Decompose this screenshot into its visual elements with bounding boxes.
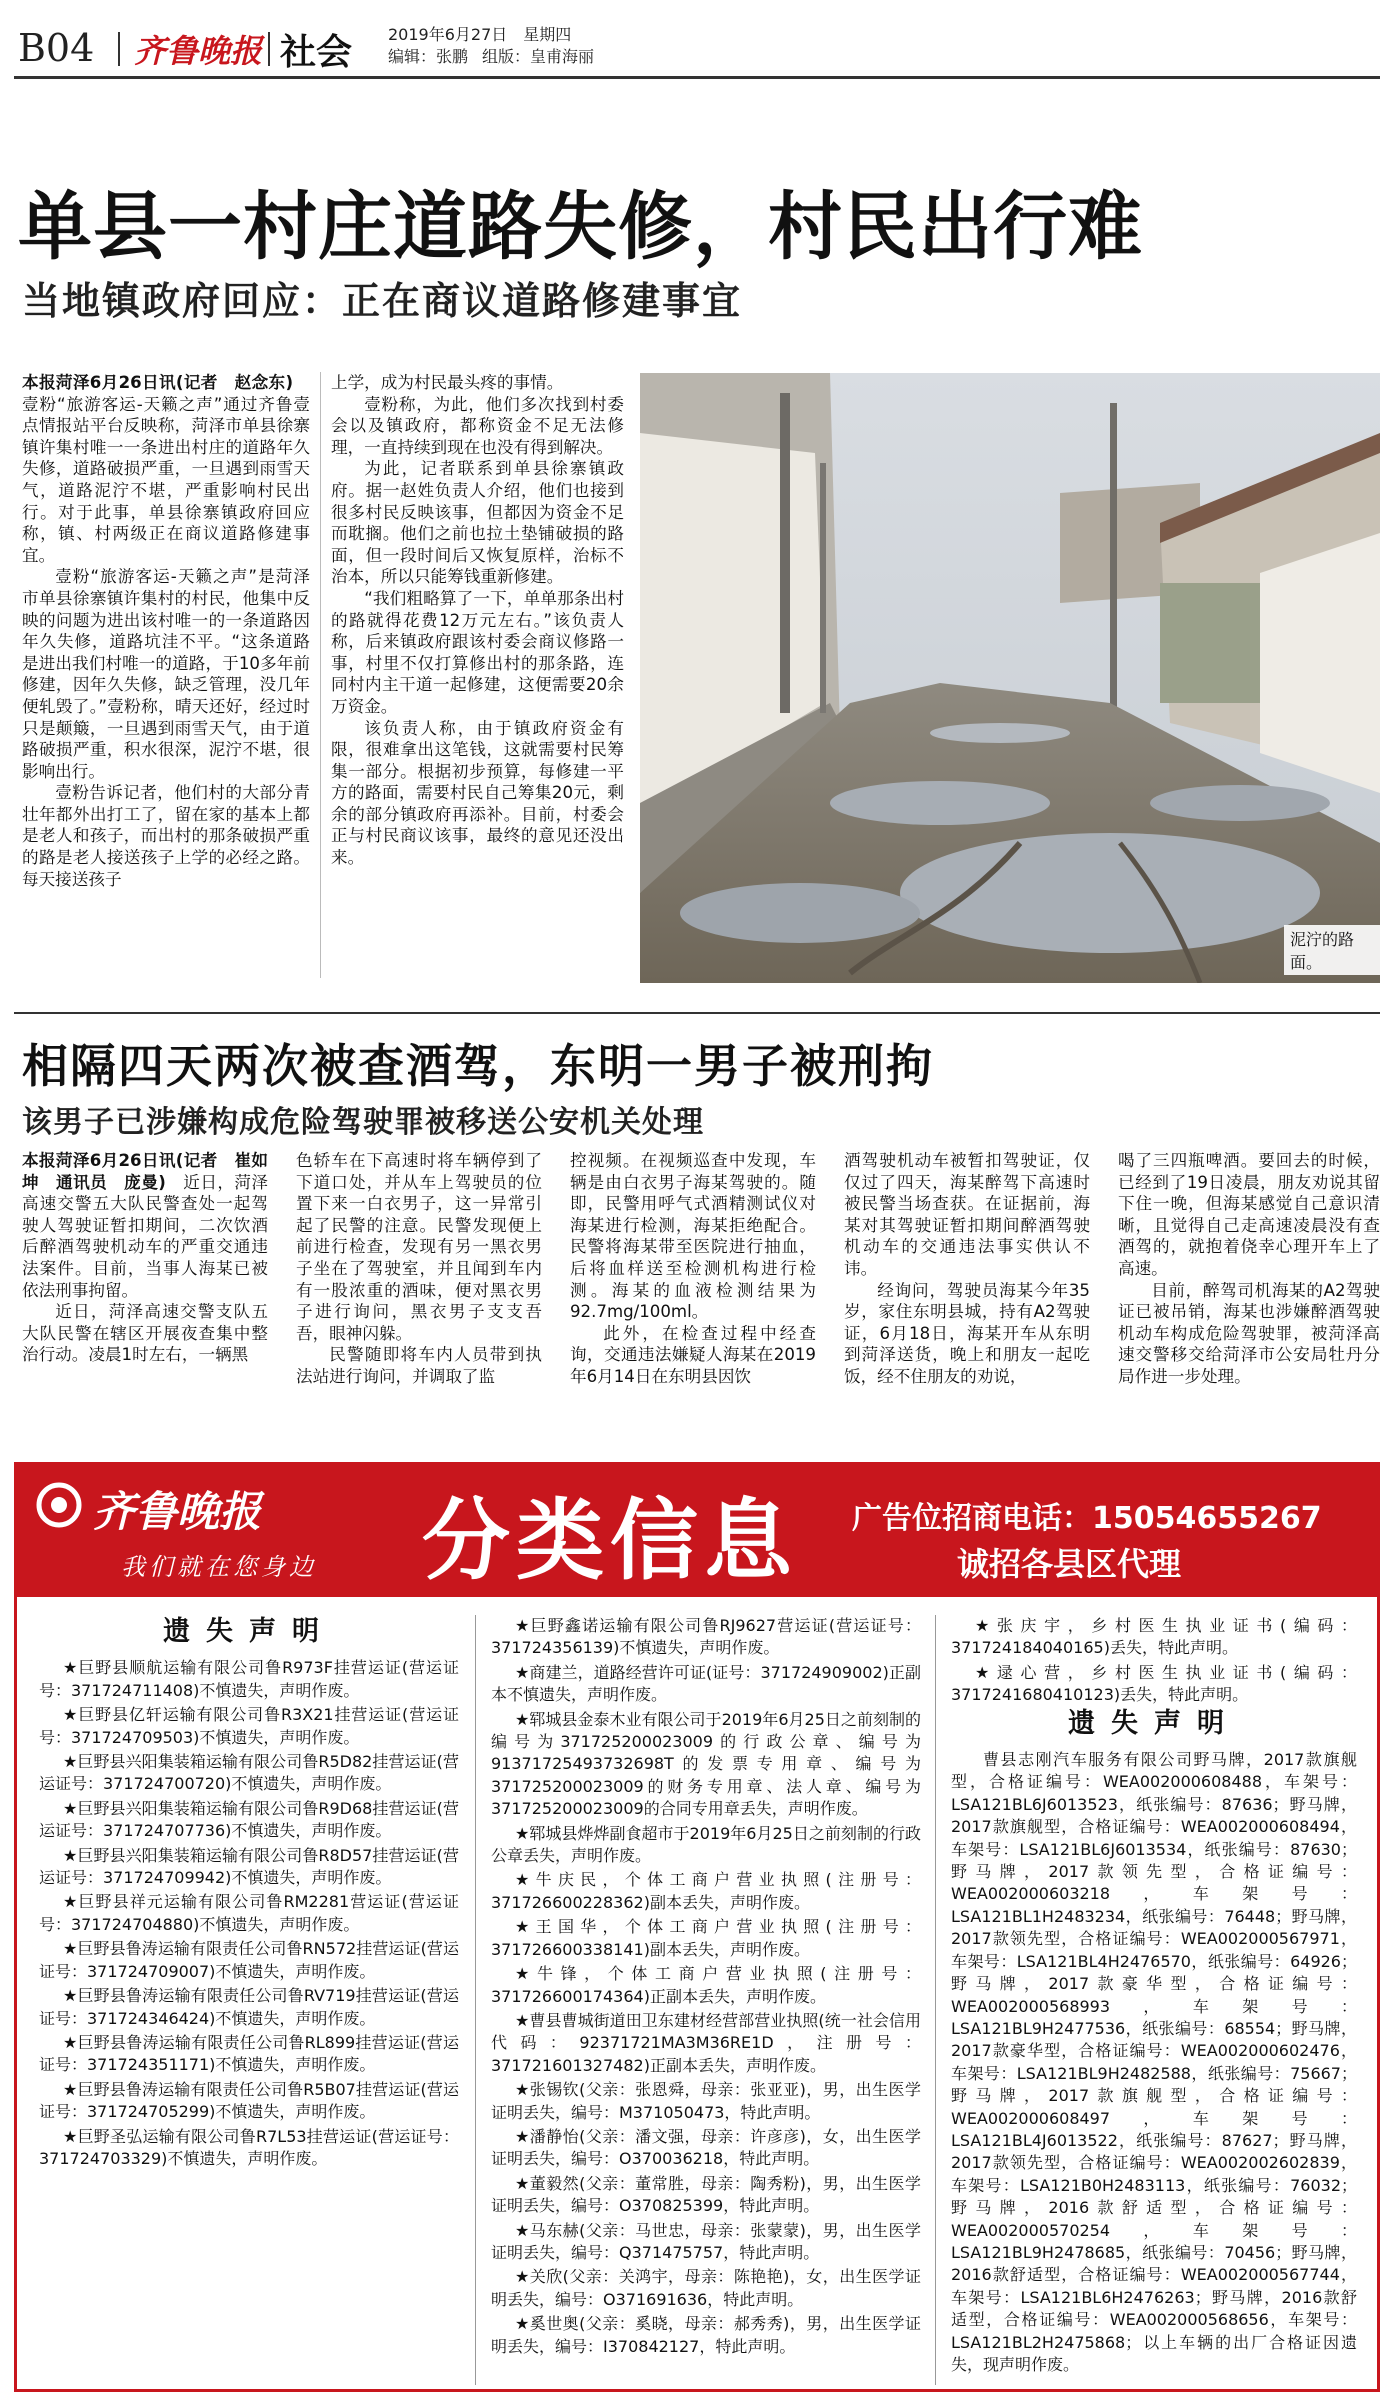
notice-item: ★巨野县顺航运输有限公司鲁R973F挂营运证(营运证号：371724711408)不慎遗失，声明作废。 bbox=[39, 1658, 459, 1700]
story1-paragraph: 为此，记者联系到单县徐寨镇政府。据一赵姓负责人介绍，他们也接到很多村民反映该事，但都因为资金不足而耽搁。他们之前也拉土垫铺破损的路面，但一段时间后又恢复原样，治标不治本，所以只能筹钱重新修建。 bbox=[331, 459, 624, 587]
notice-item: ★董毅然(父亲：董常胜，母亲：陶秀粉)，男，出生医学证明丢失，编号：O370825399，特此声明。 bbox=[491, 2173, 921, 2216]
story2-subheadline: 该男子已涉嫌构成危险驾驶罪被移送公安机关处理 bbox=[22, 1105, 704, 1140]
vehicle-notice: 曹县志刚汽车服务有限公司野马牌，2017款旗舰型，合格证编号：WEA002000608488，车架号：LSA121BL6J6013523，纸张编号：87636；野马牌，2017款旗舰型，合格证编号：WEA002000608494，车架号：LSA121BL6J6013534，纸张编号：87630；野马牌，2017款领先型，合格证编号：WEA002000603218，车架号：LSA121BL1H2483234，纸张编号：76448；野马牌，2017款领先型，合格证编号：WEA002000567971，车架号：LSA121BL4H2476570，纸张编号：64926；野马牌，2017款豪华型，合格证编号：WEA002000568993，车架号：LSA121BL9H2477536，纸张编号：68554；野马牌，2017款豪华型，合格证编号：WEA002000602476，车架号：LSA121BL9H2482588，纸张编号：75667；野马牌，2017款旗舰型，合格证编号：WEA002000608497，车架号：LSA121BL4J6013522，纸张编号：87627；野马牌，2017款领先型，合格证编号：WEA002002602839，车架号：LSA121B0H2483113，纸张编号：76032；野马牌，2016款舒适型，合格证编号：WEA002000570254，车架号：LSA121BL9H2478685，纸张编号：70456；野马牌，2016款舒适型，合格证编号：WEA002000567744，车架号：LSA121BL6H2476263；野马牌，2016款舒适型，合格证编号：WEA002000568656，车架号：LSA121BL2H2475868；以上车辆的出厂合格证因遗失，现声明作废。 bbox=[951, 1750, 1357, 2374]
notice-item: ★巨野县兴阳集装箱运输有限公司鲁R5D82挂营运证(营运证号：371724700720)不慎遗失，声明作废。 bbox=[39, 1752, 459, 1794]
notice-item: ★巨野县鲁涛运输有限责任公司鲁RL899挂营运证(营运证号：371724351171)不慎遗失，声明作废。 bbox=[39, 2032, 459, 2075]
classified-column-2 bbox=[491, 1615, 921, 2385]
ad-phone: 广告位招商电话：15054655267 bbox=[852, 1501, 1322, 1536]
story-divider bbox=[14, 1012, 1380, 1014]
page-number: B04 bbox=[18, 26, 95, 70]
classified-ads bbox=[14, 1462, 1380, 2392]
classified-slogan: 我们就在您身边 bbox=[121, 1553, 317, 1581]
masthead-info bbox=[388, 24, 608, 68]
notice-item: ★潘静怡(父亲：潘文强，母亲：许彦彦)，女，出生医学证明丢失，编号：O370036218，特此声明。 bbox=[491, 2126, 921, 2169]
paper-logo-icon bbox=[35, 1481, 83, 1529]
notice-item: ★奚世奥(父亲：奚晓，母亲：郝秀秀)，男，出生医学证明丢失，编号：I370842127，特此声明。 bbox=[491, 2314, 921, 2356]
story2-column-2 bbox=[296, 1150, 542, 1450]
story2-paragraph: 喝了三四瓶啤酒。要回去的时候，已经到了19日凌晨，朋友劝说其留下住一晚，但海某感觉自己意识清晰，且觉得自己走高速凌晨没有查酒驾的，就抱着侥幸心理开车上了高速。 bbox=[1118, 1151, 1380, 1278]
notice-item: ★巨野圣弘运输有限公司鲁R7L53挂营运证(营运证号：371724703329)不慎遗失，声明作废。 bbox=[39, 2126, 459, 2168]
story2-paragraph: 经询问，驾驶员海某今年35岁，家住东明县城，持有A2驾驶证，6月18日，海某开车从东明到菏泽送货，晚上和朋友一起吃饭，经不住朋友的劝说， bbox=[844, 1280, 1090, 1386]
notice-item: ★巨野鑫诺运输有限公司鲁RJ9627营运证(营运证号：371724356139)不慎遗失，声明作废。 bbox=[491, 1616, 921, 1658]
story2-headline: 相隔四天两次被查酒驾，东明一男子被刑拘 bbox=[22, 1039, 934, 1093]
issue-date: 2019年6月27日 星期四 bbox=[388, 25, 572, 44]
masthead-divider bbox=[118, 32, 120, 66]
story2-paragraph: 控视频。在视频巡查中发现，车辆是由白衣男子海某驾驶的。随即，民警用呼气式酒精测试仪对海某进行检测，海某拒绝配合。民警将海某带至医院进行抽血，后将血样送至检测机构进行检测。海某的血液检测结果为92.7mg/100ml。 bbox=[570, 1151, 816, 1322]
column-divider bbox=[475, 1615, 476, 2385]
story1-paragraph: 壹粉称，为此，他们多次找到村委会以及镇政府，都称资金不足无法修理，一直持续到现在也没有得到解决。 bbox=[331, 394, 624, 457]
notice-item: ★张庆宇，乡村医生执业证书(编码：371724184040165)丢失，特此声明。 bbox=[951, 1616, 1357, 1658]
story1-subheadline: 当地镇政府回应：正在商议道路修建事宜 bbox=[22, 279, 743, 323]
story2-paragraph: 民警随即将车内人员带到执法站进行询问，并调取了监 bbox=[296, 1345, 542, 1386]
story2-paragraph: 本报菏泽6月26日讯(记者 崔如坤 通讯员 庞曼) 近日，菏泽高速交警五大队民警查处一起驾驶人驾驶证暂扣期间，二次饮酒后醉酒驾驶机动车的严重交通违法案件。目前，当事人海某已被依法刑事拘留。 bbox=[22, 1151, 268, 1300]
notice-item: ★巨野县兴阳集装箱运输有限公司鲁R8D57挂营运证(营运证号：371724709942)不慎遗失，声明作废。 bbox=[39, 1845, 459, 1888]
notice-item: ★曹县曹城街道田卫东建材经营部营业执照(统一社会信用代码：92371721MA3M36RE1D，注册号：371721601327482)正副本丢失，声明作废。 bbox=[491, 2010, 921, 2075]
muddy-road-photo bbox=[640, 373, 1380, 983]
notice-item: ★逯心营，乡村医生执业证书(编码：371724168041012​3)丢失，特此声明。 bbox=[951, 1662, 1357, 1705]
ad-recruit: 诚招各县区代理 bbox=[957, 1545, 1182, 1583]
classified-header bbox=[17, 1465, 1377, 1597]
notice-item: ★巨野县鲁涛运输有限责任公司鲁RN572挂营运证(营运证号：371724709007)不慎遗失，声明作废。 bbox=[39, 1939, 459, 1981]
story2-paragraph: 酒驾驶机动车被暂扣驾驶证，仅仅过了四天，海某醉驾下高速时被民警当场查获。在证据前，海某对其驾驶证暂扣期间醉酒驾驶机动车的交通违法事实供认不讳。 bbox=[844, 1151, 1090, 1278]
notice-item: ★巨野县鲁涛运输有限责任公司鲁RV719挂营运证(营运证号：371724346424)不慎遗失，声明作废。 bbox=[39, 1986, 459, 2028]
classified-logo: 齐鲁晚报 bbox=[93, 1487, 262, 1536]
paper-name: 齐鲁晚报 bbox=[134, 32, 263, 70]
story1-paragraph: 该负责人称，由于镇政府资金有限，很难拿出这笔钱，这就需要村民筹集一部分。根据初步预算，每修建一平方的路面，需要村民自己筹集20元，剩余的部分镇政府再添补。目前，村委会正与村民商议该事，最终的意见还没出来。 bbox=[331, 718, 624, 868]
notice-item: ★王国华，个体工商户营业执照(注册号：371726600338141)副本丢失，声明作废。 bbox=[491, 1917, 921, 1959]
notice-item: ★牛庆民，个体工商户营业执照(注册号：371726600228362)副本丢失，声明作废。 bbox=[491, 1870, 921, 1912]
photo-caption: 泥泞的路面。 bbox=[1284, 925, 1380, 975]
story1-headline: 单县一村庄道路失修，村民出行难 bbox=[18, 184, 1143, 270]
notice-item: ★牛锋，个体工商户营业执照(注册号：371726600174364)正副本丢失，声明作废。 bbox=[491, 1964, 921, 2006]
story2-column-5 bbox=[1118, 1150, 1380, 1450]
notice-item: ★关欣(父亲：关鸿宇，母亲：陈艳艳)，女，出生医学证明丢失，编号：O371691636，特此声明。 bbox=[491, 2267, 921, 2309]
masthead-divider bbox=[268, 32, 270, 66]
notice-item: ★马东赫(父亲：马世忠，母亲：张蒙蒙)，男，出生医学证明丢失，编号：Q371475757，特此声明。 bbox=[491, 2220, 921, 2262]
notice-item: ★巨野县亿轩运输有限公司鲁R3X21挂营运证(营运证号：371724709503)不慎遗失，声明作废。 bbox=[39, 1705, 459, 1747]
editor-credit: 编辑：张鹏 bbox=[388, 47, 469, 66]
story2-paragraph: 目前，醉驾司机海某的A2驾驶证已被吊销，海某也涉嫌醉酒驾驶机动车构成危险驾驶罪，被菏泽高速交警移交给菏泽市公安局牡丹分局作进一步处理。 bbox=[1118, 1280, 1380, 1386]
notice-item: ★巨野县鲁涛运输有限责任公司鲁R5B07挂营运证(营运证号：371724705299)不慎遗失，声明作废。 bbox=[39, 2079, 459, 2122]
story1-column-1 bbox=[22, 372, 310, 980]
notice-item: ★商建兰，道路经营许可证(证号：371724909002)正副本不慎遗失，声明作废。 bbox=[491, 1662, 921, 1705]
classified-column-1 bbox=[39, 1615, 459, 2385]
story1-paragraph: 上学，成为村民最头疼的事情。 bbox=[331, 373, 564, 392]
story1-paragraph: 壹粉“旅游客运-天籁之声”是菏泽市单县徐寨镇许集村的村民，他集中反映的问题为进出该村唯一的一条道路因年久失修，道路坑洼不平。“这条道路是进出我们村唯一的道路，于10多年前修建，因年久失修，缺乏管理，没几年便轧毁了。”壹粉称，晴天还好，经过时只是颠簸，一旦遇到雨雪天气，由于道路破损严重，积水很深，泥泞不堪，很影响出行。 bbox=[22, 567, 310, 781]
masthead-rule bbox=[14, 76, 1380, 79]
classified-title: 分类信息 bbox=[422, 1489, 799, 1592]
column-divider bbox=[935, 1615, 936, 2385]
story1-column-2 bbox=[331, 372, 624, 980]
section-name: 社会 bbox=[280, 32, 353, 73]
story1-paragraph: 壹粉告诉记者，他们村的大部分青壮年都外出打工了，留在家的基本上都是老人和孩子，而出村的那条破损严重的路是老人接送孩子上学的必经之路。每天接送孩子 bbox=[22, 783, 310, 889]
story2-column-3 bbox=[570, 1150, 816, 1450]
notice-item: ★郓城县烨烨副食超市于2019年6月25日之前刻制的行政公章丢失，声明作废。 bbox=[491, 1823, 921, 1866]
story1-paragraph: “我们粗略算了一下，单单那条出村的路就得花费12万元左右。”该负责人称，后来镇政府跟该村委会商议修路一事，村里不仅打算修出村的那条路，连同村内主干道一起修建，这便需要20余万资金。 bbox=[331, 588, 624, 716]
story2-paragraph: 近日，菏泽高速交警支队五大队民警在辖区开展夜查集中整治行动。凌晨1时左右，一辆黑 bbox=[22, 1302, 268, 1365]
notice-item: ★郓城县金泰木业有限公司于2019年6月25日之前刻制的编号为371725200023009的行政公章、编号为91371725493732698T的发票专用章、编号为371725200023009的财务专用章、法人章、编号为371725200023009的合同专用章丢失，声明作废。 bbox=[491, 1709, 921, 1819]
notice-item: ★巨野县祥元运输有限公司鲁RM2281营运证(营运证号：371724704880)不慎遗失，声明作废。 bbox=[39, 1892, 459, 1934]
column-divider bbox=[320, 372, 321, 978]
classified-column-3 bbox=[951, 1615, 1357, 2385]
story2-paragraph: 此外，在检查过程中经查询，交通违法嫌疑人海某在2019年6月14日在东明县因饮 bbox=[570, 1323, 816, 1386]
section-title: 遗失声明 bbox=[163, 1616, 335, 1647]
story1-paragraph: 本报菏泽6月26日讯(记者 赵念东) 壹粉“旅游客运-天籁之声”通过齐鲁壹点情报站平台反映称，菏泽市单县徐寨镇许集村唯一一条进出村庄的道路年久失修，道路破损严重，一旦遇到雨雪天气，道路泥泞不堪，严重影响村民出行。对于此事，单县徐寨镇政府回应称，镇、村两级正在商议道路修建事宜。 bbox=[22, 373, 310, 565]
section-title: 遗失声明 bbox=[1068, 1707, 1240, 1739]
notice-item: ★张锡钦(父亲：张恩舜，母亲：张亚亚)，男，出生医学证明丢失，编号：M371050473，特此声明。 bbox=[491, 2080, 921, 2122]
masthead bbox=[14, 22, 1380, 73]
story2-column-1 bbox=[22, 1150, 268, 1450]
layout-credit: 组版：皇甫海丽 bbox=[482, 47, 595, 66]
photo-illustration bbox=[640, 373, 1380, 983]
story2-column-4 bbox=[844, 1150, 1090, 1450]
notice-item: ★巨野县兴阳集装箱运输有限公司鲁R9D68挂营运证(营运证号：371724707736)不慎遗失，声明作废。 bbox=[39, 1798, 459, 1841]
story2-paragraph: 色轿车在下高速时将车辆停到了下道口处，并从车上驾驶员的位置下来一白衣男子，这一异常引起了民警的注意。民警发现便上前进行检查，发现有另一黑衣男子坐在了驾驶室，并且闻到车内有一股浓重的酒味，便对黑衣男子进行询问，黑衣男子支支吾吾，眼神闪躲。 bbox=[296, 1151, 542, 1343]
